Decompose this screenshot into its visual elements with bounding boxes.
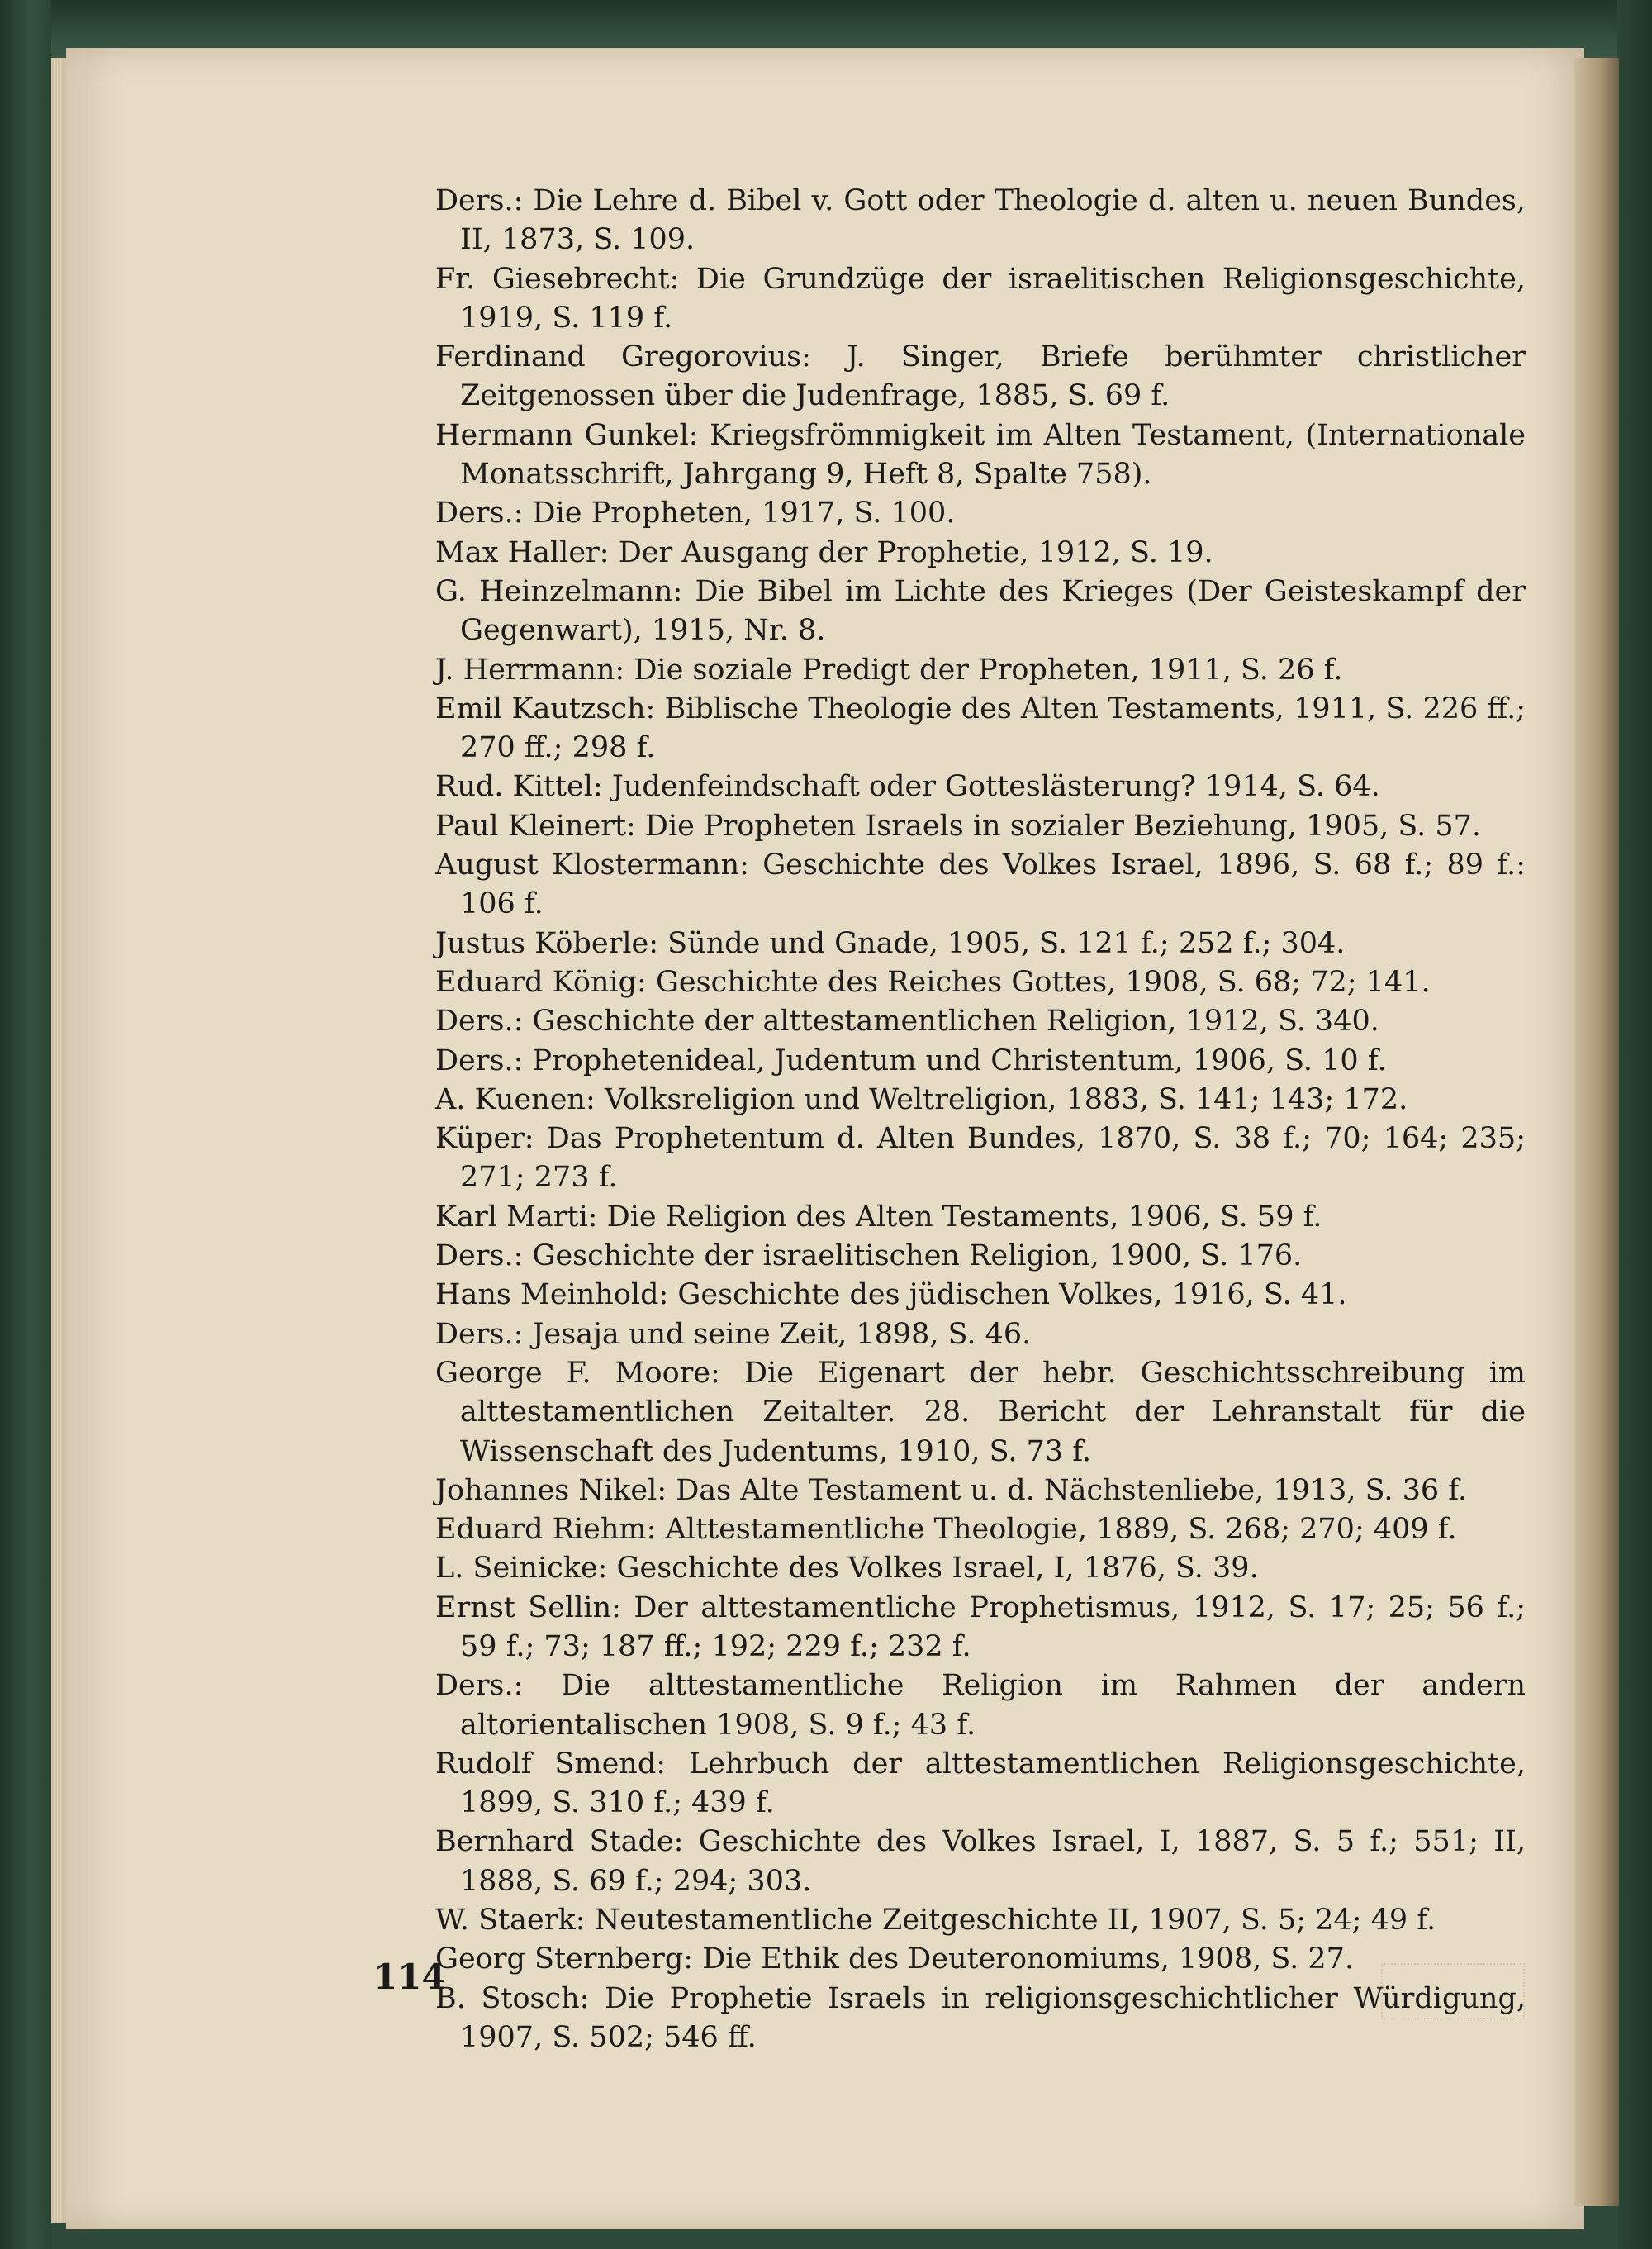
bibliography-entry: August Klostermann: Geschichte des Volkes Israel, 1896, S. 68 f.; 89 f.: 106 f. bbox=[435, 849, 1526, 921]
bibliography-entry: Johannes Nikel: Das Alte Testament u. d. Nächstenliebe, 1913, S. 36 f. bbox=[435, 1473, 1468, 1507]
bibliography-entry: Ferdinand Gregorovius: J. Singer, Briefe berühmter christlicher Zeitgenossen über die Judenfrage, 1885, S. 69 f. bbox=[435, 340, 1526, 413]
bibliography-entry: Bernhard Stade: Geschichte des Volkes Israel, I, 1887, S. 5 f.; 551; II, 1888, S. 69 f.; 294; 303. bbox=[435, 1825, 1526, 1898]
bibliography-entry: Eduard König: Geschichte des Reiches Gottes, 1908, S. 68; 72; 141. bbox=[435, 965, 1431, 999]
bibliography-entry: George F. Moore: Die Eigenart der hebr. Geschichtsschreibung im alttestamentlichen Zeitalter. 28. Bericht der Lehranstalt für die Wissenschaft des Judentums, 1910, S. 73 f. bbox=[435, 1356, 1526, 1468]
bibliography-entry: Ders.: Die alttestamentliche Religion im Rahmen der andern altorientalischen 1908, S. 9 f.; 43 f. bbox=[435, 1669, 1526, 1742]
bibliography-entry: Karl Marti: Die Religion des Alten Testaments, 1906, S. 59 f. bbox=[435, 1200, 1322, 1234]
bibliography-entry: Hermann Gunkel: Kriegsfrömmigkeit im Alten Testament, (Internationale Monatsschrift, Jahrgang 9, Heft 8, Spalte 758). bbox=[435, 418, 1526, 492]
bibliography-entry: Ders.: Geschichte der alttestamentlichen Religion, 1912, S. 340. bbox=[435, 1005, 1379, 1039]
bibliography-entry: Eduard Riehm: Alttestamentliche Theologie, 1889, S. 268; 270; 409 f. bbox=[435, 1513, 1457, 1547]
bibliography-entry: L. Seinicke: Geschichte des Volkes Israel, I, 1876, S. 39. bbox=[435, 1552, 1259, 1586]
bibliography-entry: W. Staerk: Neutestamentliche Zeitgeschichte II, 1907, S. 5; 24; 49 f. bbox=[435, 1904, 1436, 1938]
bibliography-entry: B. Stosch: Die Prophetie Israels in religionsgeschichtlicher Würdigung, 1907, S. 502; 546 ff. bbox=[435, 1981, 1526, 2054]
bibliography-entry: Ernst Sellin: Der alttestamentliche Prophetismus, 1912, S. 17; 25; 56 f.; 59 f.; 73; 187 ff.; 192; 229 f.; 232 f. bbox=[435, 1590, 1526, 1663]
book-cover-left bbox=[0, 0, 51, 2249]
bibliography-entry: Ders.: Geschichte der israelitischen Religion, 1900, S. 176. bbox=[435, 1239, 1303, 1273]
bibliography-entry: Rudolf Smend: Lehrbuch der alttestamentlichen Religionsgeschichte, 1899, S. 310 f.; 439 f. bbox=[435, 1747, 1526, 1820]
bibliography-entry: Ders.: Die Propheten, 1917, S. 100. bbox=[435, 497, 956, 530]
bibliography-entry: Emil Kautzsch: Biblische Theologie des Alten Testaments, 1911, S. 226 ff.; 270 ff.; 298 f. bbox=[435, 692, 1526, 765]
bibliography-entry: Rud. Kittel: Judenfeindschaft oder Gotteslästerung? 1914, S. 64. bbox=[435, 770, 1380, 804]
bibliography-entry: J. Herrmann: Die soziale Predigt der Propheten, 1911, S. 26 f. bbox=[435, 653, 1343, 687]
page-number: 114 bbox=[373, 1957, 446, 1997]
bibliography-entry: Ders.: Prophetenideal, Judentum und Christentum, 1906, S. 10 f. bbox=[435, 1044, 1387, 1077]
faint-library-stamp bbox=[1381, 1963, 1525, 2019]
bibliography-entry: Max Haller: Der Ausgang der Prophetie, 1912, S. 19. bbox=[435, 535, 1213, 569]
bibliography-list bbox=[435, 182, 1526, 2057]
page-gutter bbox=[1574, 58, 1619, 2206]
bibliography-entry: Ders.: Die Lehre d. Bibel v. Gott oder Theologie d. alten u. neuen Bundes, II, 1873, S. 109. bbox=[435, 184, 1526, 257]
bibliography-entry: Ders.: Jesaja und seine Zeit, 1898, S. 46. bbox=[435, 1317, 1032, 1351]
bibliography-entry: Hans Meinhold: Geschichte des jüdischen Volkes, 1916, S. 41. bbox=[435, 1278, 1347, 1312]
bibliography-entry: G. Heinzelmann: Die Bibel im Lichte des Krieges (Der Geisteskampf der Gegenwart), 1915, Nr. 8. bbox=[435, 574, 1526, 648]
bibliography-entry: Justus Köberle: Sünde und Gnade, 1905, S. 121 f.; 252 f.; 304. bbox=[435, 926, 1346, 960]
bibliography-entry: Küper: Das Prophetentum d. Alten Bundes, 1870, S. 38 f.; 70; 164; 235; 271; 273 f. bbox=[435, 1122, 1526, 1195]
bibliography-entry: Fr. Giesebrecht: Die Grundzüge der israelitischen Religionsgeschichte, 1919, S. 119 f. bbox=[435, 262, 1526, 335]
bibliography-entry: Paul Kleinert: Die Propheten Israels in sozialer Beziehung, 1905, S. 57. bbox=[435, 809, 1482, 843]
bibliography-entry: Georg Sternberg: Die Ethik des Deuteronomiums, 1908, S. 27. bbox=[435, 1942, 1354, 1976]
bibliography-entry: A. Kuenen: Volksreligion und Weltreligion, 1883, S. 141; 143; 172. bbox=[435, 1082, 1408, 1116]
book-cover-right bbox=[1617, 0, 1652, 2249]
